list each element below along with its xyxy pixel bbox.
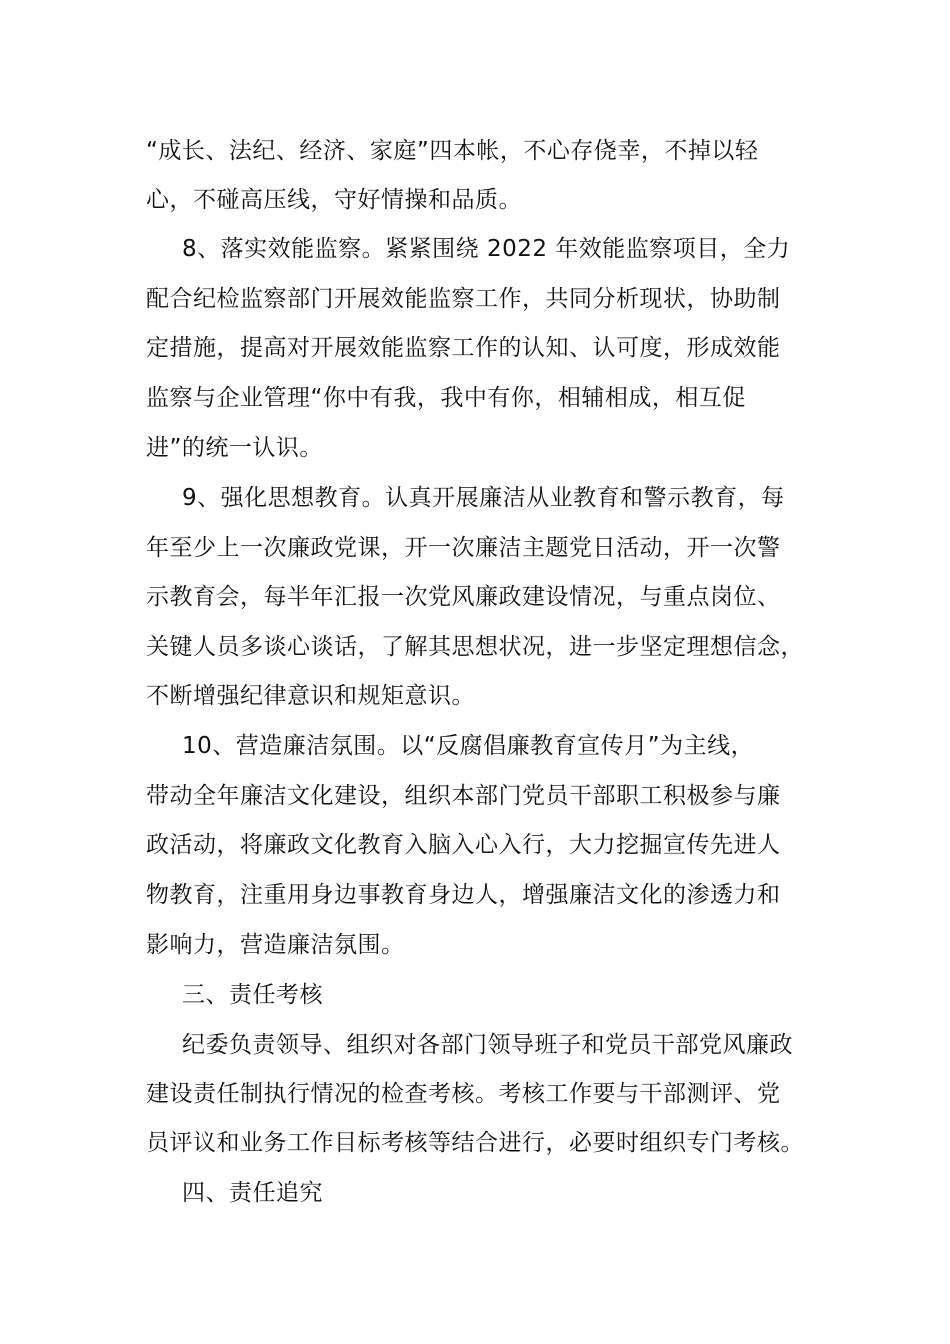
paragraph-first-line: 纪委负责领导、组织对各部门领导班子和党员干部党风廉政 — [182, 1032, 793, 1058]
text-line: 带动全年廉洁文化建设，组织本部门党员干部职工积极参与廉 — [146, 783, 781, 809]
text-line: 心，不碰高压线，守好情操和品质。 — [146, 187, 522, 213]
text-line: 不断增强纪律意识和规矩意识。 — [146, 683, 475, 709]
paragraph-first-line: 9、强化思想教育。认真开展廉洁从业教育和警示教育，每 — [182, 485, 785, 511]
text-line: 员评议和业务工作目标考核等结合进行，必要时组织专门考核。 — [146, 1130, 804, 1156]
text-line: 配合纪检监察部门开展效能监察工作，共同分析现状，协助制 — [146, 286, 781, 312]
paragraph-first-line: 8、落实效能监察。紧紧围绕 2022 年效能监察项目，全力 — [182, 236, 791, 262]
text-line: “成长、法纪、经济、家庭”四本帐，不心存侥幸，不掉以轻 — [146, 138, 759, 164]
text-line: 关键人员多谈心谈话，了解其思想状况，进一步坚定理想信念， — [146, 634, 804, 660]
text-line: 年至少上一次廉政党课，开一次廉洁主题党日活动，开一次警 — [146, 535, 781, 561]
text-line: 建设责任制执行情况的检查考核。考核工作要与干部测评、党 — [146, 1081, 781, 1107]
text-line: 进”的统一认识。 — [146, 435, 323, 461]
text-line: 定措施，提高对开展效能监察工作的认知、认可度，形成效能 — [146, 335, 781, 361]
text-line: 物教育，注重用身边事教育身边人，增强廉洁文化的渗透力和 — [146, 882, 781, 908]
section-heading: 四、责任追究 — [182, 1180, 323, 1206]
text-line: 政活动，将廉政文化教育入脑入心入行，大力挖掘宣传先进人 — [146, 832, 781, 858]
text-line: 监察与企业管理“你中有我，我中有你，相辅相成，相互促 — [146, 385, 746, 411]
section-heading: 三、责任考核 — [182, 982, 323, 1008]
paragraph-first-line: 10、营造廉洁氛围。以“反腐倡廉教育宣传月”为主线， — [182, 733, 755, 759]
text-line: 影响力，营造廉洁氛围。 — [146, 932, 405, 958]
text-line: 示教育会，每半年汇报一次党风廉政建设情况，与重点岗位、 — [146, 584, 781, 610]
